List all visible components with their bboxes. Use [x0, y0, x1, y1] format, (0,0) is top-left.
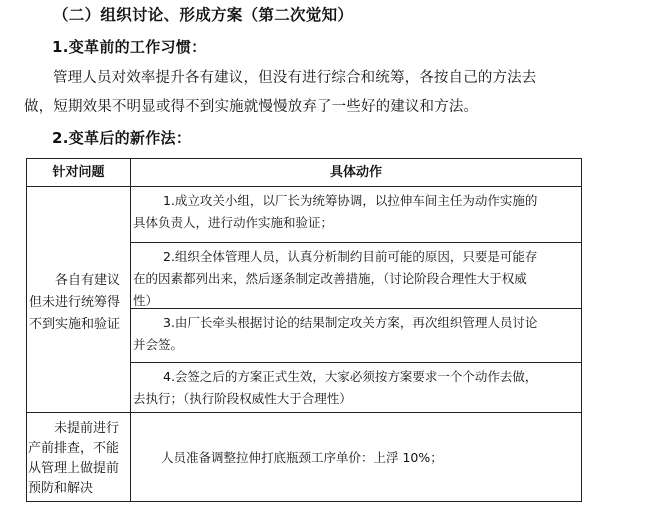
problem-line: 不到实施和验证	[29, 317, 121, 332]
problem-cell	[27, 187, 131, 413]
table-header-action: 具体动作	[131, 159, 581, 187]
before-change-paragraph-line-1: 管理人员对效率提升各有建议，但没有进行综合和统筹，各按自己的方法去	[53, 70, 537, 86]
action-cell	[131, 243, 581, 309]
problem-line: 但未进行统筹得	[29, 295, 121, 310]
action-line: 2.组织全体管理人员，认真分析制约目前可能的原因，只要是可能存	[163, 249, 538, 264]
problem-cell	[27, 413, 131, 501]
action-line: 4.会签之后的方案正式生效，大家必须按方案要求一个个动作去做，	[163, 369, 538, 384]
action-cell	[131, 187, 581, 243]
after-change-heading: 2.变革后的新作法：	[52, 129, 192, 147]
before-change-heading: 1.变革前的工作习惯：	[52, 38, 207, 56]
action-cell	[131, 413, 581, 501]
problem-line: 未提前进行	[54, 421, 120, 436]
action-line: 去执行；（执行阶段权威性大于合理性）	[133, 391, 352, 406]
action-line: 并会签。	[133, 337, 184, 352]
section-heading: （二）组织讨论、形成方案（第二次觉知）	[53, 6, 354, 24]
before-change-paragraph-line-2: 做，短期效果不明显或得不到实施就慢慢放弃了一些好的建议和方法。	[24, 99, 479, 115]
action-line: 1.成立攻关小组，以厂长为统筹协调，以拉伸车间主任为动作实施的	[163, 193, 538, 208]
action-line: 人员准备调整拉伸打底瓶颈工序单价：上浮 10%；	[161, 450, 443, 465]
table-header-problem: 针对问题	[27, 159, 131, 187]
problem-line: 各自有建议	[55, 273, 121, 288]
action-cell	[131, 309, 581, 363]
action-line: 性）	[133, 293, 159, 308]
action-cell	[131, 363, 581, 413]
action-line: 具体负责人，进行动作实施和验证；	[133, 215, 334, 230]
action-line: 在的因素都列出来，然后逐条制定改善措施，（讨论阶段合理性大于权威	[133, 271, 527, 286]
problem-line: 从管理上做提前	[28, 461, 120, 476]
problem-line: 预防和解决	[28, 481, 94, 496]
action-table	[26, 158, 582, 502]
action-line: 3.由厂长牵头根据讨论的结果制定攻关方案，再次组织管理人员讨论	[163, 315, 538, 330]
problem-line: 产前排查，不能	[28, 441, 120, 456]
